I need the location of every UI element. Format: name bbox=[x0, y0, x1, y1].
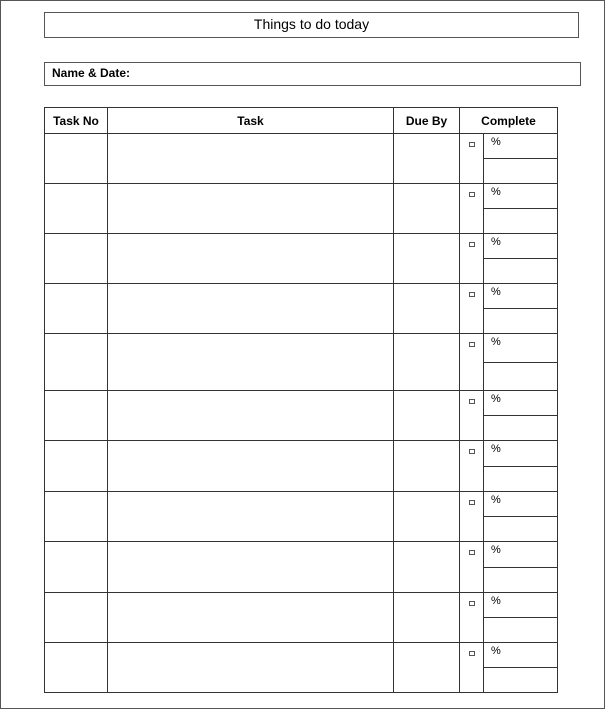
percent-symbol: % bbox=[491, 595, 501, 607]
task-cell[interactable] bbox=[108, 542, 394, 593]
percent-symbol: % bbox=[491, 645, 501, 657]
complete-checkbox[interactable] bbox=[469, 550, 475, 555]
task-cell[interactable] bbox=[108, 593, 394, 643]
column-header-task-no: Task No bbox=[45, 108, 108, 134]
complete-notes-cell[interactable] bbox=[484, 618, 558, 643]
complete-checkbox[interactable] bbox=[469, 651, 475, 656]
table-row bbox=[45, 134, 558, 159]
task-no-cell[interactable] bbox=[45, 542, 108, 593]
complete-checkbox-cell bbox=[460, 441, 484, 492]
task-no-cell[interactable] bbox=[45, 492, 108, 542]
due-by-cell[interactable] bbox=[394, 284, 460, 334]
table-row bbox=[45, 234, 558, 259]
due-by-cell[interactable] bbox=[394, 134, 460, 184]
task-no-cell[interactable] bbox=[45, 134, 108, 184]
complete-checkbox[interactable] bbox=[469, 601, 475, 606]
column-header-task: Task bbox=[108, 108, 394, 134]
complete-checkbox[interactable] bbox=[469, 399, 475, 404]
task-no-cell[interactable] bbox=[45, 334, 108, 391]
task-no-cell[interactable] bbox=[45, 593, 108, 643]
complete-checkbox[interactable] bbox=[469, 449, 475, 454]
task-no-cell[interactable] bbox=[45, 643, 108, 693]
percent-cell[interactable] bbox=[484, 492, 558, 517]
percent-symbol: % bbox=[491, 443, 501, 455]
complete-checkbox-cell bbox=[460, 184, 484, 234]
percent-cell[interactable] bbox=[484, 184, 558, 209]
due-by-cell[interactable] bbox=[394, 593, 460, 643]
task-cell[interactable] bbox=[108, 184, 394, 234]
percent-cell[interactable] bbox=[484, 284, 558, 309]
complete-checkbox-cell bbox=[460, 391, 484, 441]
complete-checkbox-cell bbox=[460, 492, 484, 542]
complete-notes-cell[interactable] bbox=[484, 363, 558, 391]
complete-notes-cell[interactable] bbox=[484, 517, 558, 542]
complete-checkbox-cell bbox=[460, 284, 484, 334]
percent-cell[interactable] bbox=[484, 441, 558, 467]
task-cell[interactable] bbox=[108, 391, 394, 441]
task-no-cell[interactable] bbox=[45, 441, 108, 492]
complete-checkbox-cell bbox=[460, 542, 484, 593]
percent-cell[interactable] bbox=[484, 593, 558, 618]
due-by-cell[interactable] bbox=[394, 441, 460, 492]
due-by-cell[interactable] bbox=[394, 492, 460, 542]
task-cell[interactable] bbox=[108, 134, 394, 184]
complete-notes-cell[interactable] bbox=[484, 159, 558, 184]
percent-cell[interactable] bbox=[484, 134, 558, 159]
percent-symbol: % bbox=[491, 393, 501, 405]
percent-symbol: % bbox=[491, 286, 501, 298]
percent-cell[interactable] bbox=[484, 334, 558, 363]
table-row bbox=[45, 391, 558, 416]
complete-checkbox[interactable] bbox=[469, 192, 475, 197]
task-cell[interactable] bbox=[108, 492, 394, 542]
complete-checkbox-cell bbox=[460, 643, 484, 693]
complete-checkbox[interactable] bbox=[469, 342, 475, 347]
due-by-cell[interactable] bbox=[394, 184, 460, 234]
table-row bbox=[45, 492, 558, 517]
complete-checkbox[interactable] bbox=[469, 500, 475, 505]
name-date-label: Name & Date: bbox=[52, 66, 131, 80]
due-by-cell[interactable] bbox=[394, 234, 460, 284]
column-header-due-by: Due By bbox=[394, 108, 460, 134]
task-cell[interactable] bbox=[108, 643, 394, 693]
percent-cell[interactable] bbox=[484, 542, 558, 568]
page-title: Things to do today bbox=[253, 16, 370, 32]
percent-symbol: % bbox=[491, 494, 501, 506]
percent-symbol: % bbox=[491, 336, 501, 348]
percent-symbol: % bbox=[491, 186, 501, 198]
complete-checkbox-cell bbox=[460, 134, 484, 184]
percent-cell[interactable] bbox=[484, 643, 558, 668]
title-box bbox=[44, 12, 579, 38]
complete-notes-cell[interactable] bbox=[484, 568, 558, 593]
table-row bbox=[45, 184, 558, 209]
task-no-cell[interactable] bbox=[45, 234, 108, 284]
name-date-field[interactable] bbox=[44, 62, 581, 86]
task-no-cell[interactable] bbox=[45, 184, 108, 234]
complete-checkbox-cell bbox=[460, 334, 484, 391]
due-by-cell[interactable] bbox=[394, 334, 460, 391]
table-row bbox=[45, 542, 558, 568]
table-row bbox=[45, 284, 558, 309]
task-cell[interactable] bbox=[108, 234, 394, 284]
percent-symbol: % bbox=[491, 136, 501, 148]
task-table bbox=[44, 107, 558, 693]
complete-notes-cell[interactable] bbox=[484, 467, 558, 492]
task-cell[interactable] bbox=[108, 334, 394, 391]
due-by-cell[interactable] bbox=[394, 542, 460, 593]
task-no-cell[interactable] bbox=[45, 391, 108, 441]
complete-checkbox[interactable] bbox=[469, 142, 475, 147]
complete-checkbox-cell bbox=[460, 593, 484, 643]
complete-checkbox[interactable] bbox=[469, 292, 475, 297]
percent-symbol: % bbox=[491, 544, 501, 556]
complete-notes-cell[interactable] bbox=[484, 209, 558, 234]
column-header-complete: Complete bbox=[460, 108, 558, 134]
percent-symbol: % bbox=[491, 236, 501, 248]
table-header-row bbox=[45, 108, 558, 134]
task-cell[interactable] bbox=[108, 441, 394, 492]
task-cell[interactable] bbox=[108, 284, 394, 334]
complete-checkbox-cell bbox=[460, 234, 484, 284]
task-no-cell[interactable] bbox=[45, 284, 108, 334]
task-rows bbox=[45, 134, 558, 693]
complete-checkbox[interactable] bbox=[469, 242, 475, 247]
table-row bbox=[45, 593, 558, 618]
table-row bbox=[45, 334, 558, 363]
complete-notes-cell[interactable] bbox=[484, 259, 558, 284]
complete-notes-cell[interactable] bbox=[484, 668, 558, 693]
percent-cell[interactable] bbox=[484, 234, 558, 259]
complete-notes-cell[interactable] bbox=[484, 309, 558, 334]
complete-notes-cell[interactable] bbox=[484, 416, 558, 441]
due-by-cell[interactable] bbox=[394, 643, 460, 693]
due-by-cell[interactable] bbox=[394, 391, 460, 441]
table-row bbox=[45, 643, 558, 668]
table-row bbox=[45, 441, 558, 467]
percent-cell[interactable] bbox=[484, 391, 558, 416]
